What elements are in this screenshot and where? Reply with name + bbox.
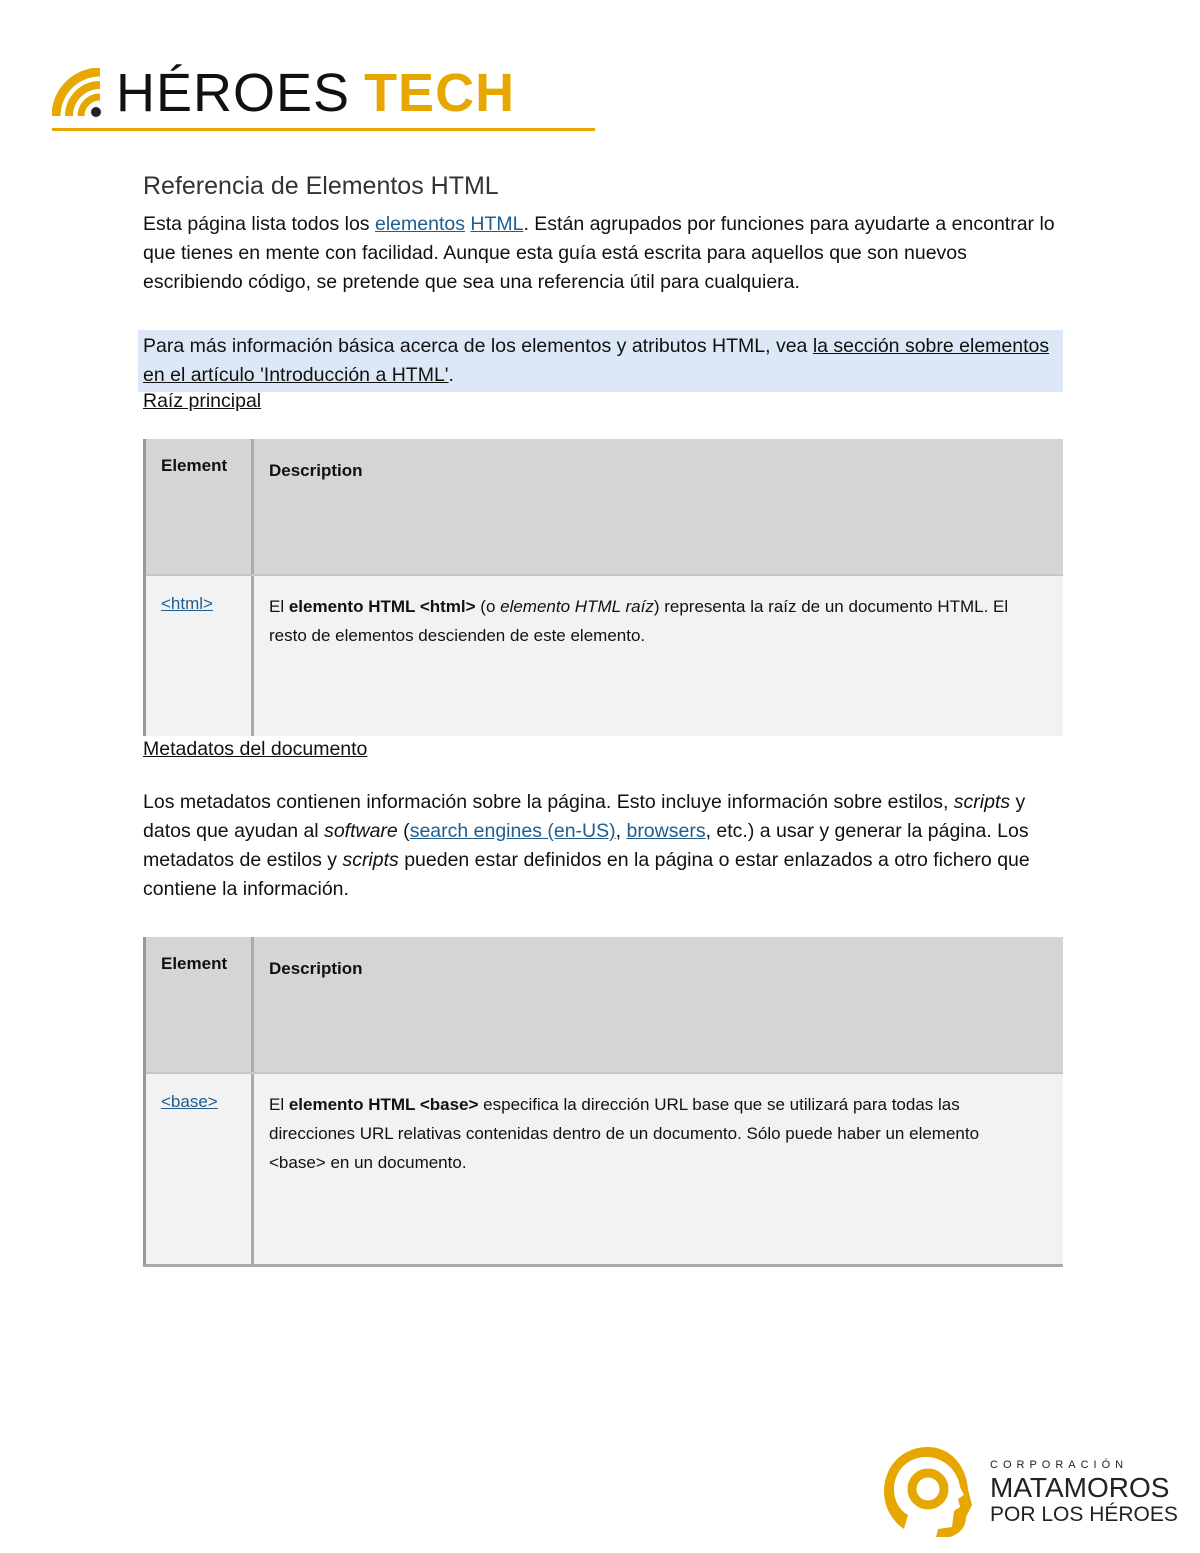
col-header-description: Description: [269, 461, 363, 480]
section-heading-metadata: Metadatos del documento: [143, 738, 368, 760]
link-elementos[interactable]: elementos: [374, 213, 465, 235]
info-note: [138, 330, 1063, 392]
element-cell: [146, 576, 254, 736]
note-text: Para más información básica acerca de los elementos y atributos HTML, vea: [143, 335, 813, 357]
table-header-row: [146, 439, 1063, 574]
col-header-description: Description: [269, 959, 363, 978]
logo-wordmark: [116, 63, 516, 123]
col-header-element: Element: [146, 937, 254, 1072]
desc-text: ) representa la raíz de un documento HTML. El resto de elementos descienden de este elemento.: [269, 597, 1009, 645]
para-italic: scripts: [953, 791, 1011, 813]
desc-text: (o: [475, 597, 501, 616]
para-text: , etc.) a usar y generar la página. Los metadatos de estilos y: [143, 820, 1029, 871]
intro-text: Esta página lista todos los: [143, 213, 375, 235]
desc-italic: elemento HTML raíz: [500, 597, 654, 616]
footer-wordmark: [990, 1459, 1178, 1527]
metadata-paragraph: [143, 788, 1063, 904]
table-row: [146, 1072, 1063, 1264]
note-text: .: [448, 364, 454, 386]
link-html[interactable]: HTML: [470, 213, 524, 235]
link-html-element[interactable]: <html>: [161, 594, 213, 613]
logo-word-tech: TECH: [364, 63, 516, 123]
footer-line2: MATAMOROS: [990, 1472, 1170, 1503]
footer-line1: CORPORACIÓN: [990, 1459, 1129, 1471]
para-text: y datos que ayudan al: [143, 791, 1026, 842]
link-base-element[interactable]: <base>: [161, 1092, 218, 1111]
desc-bold: elemento HTML <base>: [288, 1095, 479, 1114]
header-logo: [52, 58, 515, 128]
desc-text: El: [269, 1095, 289, 1114]
section-heading-root: Raíz principal: [143, 390, 262, 412]
para-text: pueden estar definidos en la página o estar enlazados a otro fichero que contiene la información.: [143, 849, 1030, 900]
link-browsers[interactable]: browsers: [626, 820, 706, 842]
header-divider: [52, 128, 595, 131]
table-row: [146, 574, 1063, 736]
table-root: [143, 439, 1063, 736]
para-italic: scripts: [342, 849, 399, 871]
intro-text: . Están agrupados por funciones para ayudarte a encontrar lo que tienes en mente con facilidad. Aunque esta guía está escrita para aquellos que son nuevos escribiendo código, se pretende que sea una referencia útil para cualquiera.: [143, 213, 1055, 293]
page-title: Referencia de Elementos HTML: [143, 172, 499, 200]
element-cell: [146, 1074, 254, 1264]
table-metadata: [143, 937, 1063, 1267]
table-header-row: [146, 937, 1063, 1072]
description-cell: [254, 1074, 1063, 1264]
desc-bold: elemento HTML <html>: [288, 597, 476, 616]
signal-icon: [52, 68, 110, 118]
footer-logo: [878, 1443, 1178, 1538]
para-text: ,: [615, 820, 627, 842]
footer-line3: POR LOS HÉROES: [990, 1503, 1178, 1526]
head-profile-icon: [878, 1443, 978, 1538]
desc-text: especifica la dirección URL base que se utilizará para todas las direcciones URL relativas contenidas dentro de un documento. Sólo puede haber un elemento <base> en un documento.: [269, 1095, 980, 1172]
para-text: (: [397, 820, 410, 842]
link-search-engines[interactable]: search engines (en-US): [409, 820, 616, 842]
intro-paragraph: [143, 210, 1063, 297]
para-italic: software: [324, 820, 398, 842]
para-text: Los metadatos contienen información sobre la página. Esto incluye información sobre estilos,: [143, 791, 954, 813]
col-header-element: Element: [146, 439, 254, 574]
desc-text: El: [269, 597, 289, 616]
description-cell: [254, 576, 1063, 736]
link-intro-html[interactable]: la sección sobre elementos en el artículo 'Introducción a HTML': [143, 335, 1050, 386]
logo-word-heroes: HÉROES: [116, 63, 351, 123]
